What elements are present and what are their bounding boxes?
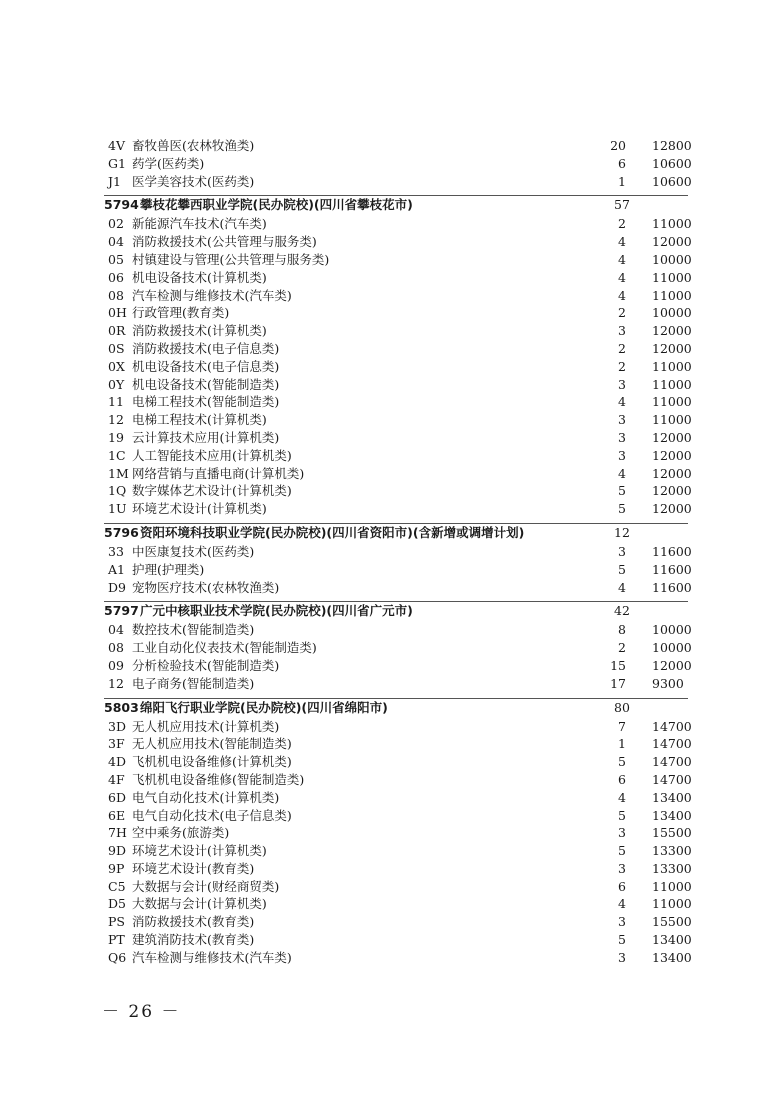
major-fee: 11000 bbox=[652, 896, 692, 912]
major-row bbox=[0, 173, 777, 191]
major-row bbox=[0, 561, 777, 579]
major-row bbox=[0, 824, 777, 842]
major-count: 2 bbox=[618, 305, 626, 321]
major-row bbox=[0, 675, 777, 693]
major-fee: 13400 bbox=[652, 807, 692, 823]
major-code: 08 bbox=[108, 640, 124, 656]
major-code: 4F bbox=[108, 771, 125, 787]
major-count: 4 bbox=[618, 251, 626, 267]
major-name: 无人机应用技术(计算机类) bbox=[132, 718, 280, 734]
major-row bbox=[0, 465, 777, 483]
school-name: 绵阳飞行职业学院(民办院校)(四川省绵阳市) bbox=[140, 699, 388, 715]
major-code: 0H bbox=[108, 305, 127, 321]
major-fee: 10000 bbox=[652, 622, 692, 638]
major-name: 畜牧兽医(农林牧渔类) bbox=[132, 138, 255, 153]
major-fee: 14700 bbox=[652, 771, 692, 787]
school-code: 5796 bbox=[104, 524, 139, 540]
school-code: 5797 bbox=[104, 603, 139, 619]
major-count: 2 bbox=[618, 216, 626, 232]
major-code: 09 bbox=[108, 657, 124, 673]
major-count: 7 bbox=[618, 718, 626, 734]
major-row bbox=[0, 895, 777, 913]
major-fee: 12000 bbox=[652, 501, 692, 517]
major-fee: 10600 bbox=[652, 155, 692, 171]
major-count: 17 bbox=[610, 675, 626, 691]
major-name: 药学(医药类) bbox=[132, 155, 205, 171]
enrollment-table bbox=[0, 137, 777, 967]
major-name: 空中乘务(旅游类) bbox=[132, 825, 230, 841]
major-count: 4 bbox=[618, 579, 626, 595]
major-row bbox=[0, 215, 777, 233]
major-row bbox=[0, 753, 777, 771]
major-name: 无人机应用技术(智能制造类) bbox=[132, 736, 292, 752]
major-fee: 12000 bbox=[652, 447, 692, 463]
major-name: 云计算技术应用(计算机类) bbox=[132, 429, 280, 445]
major-code: J1 bbox=[108, 173, 121, 189]
major-code: 04 bbox=[108, 622, 124, 638]
major-code: 12 bbox=[108, 412, 124, 428]
major-count: 8 bbox=[618, 622, 626, 638]
major-name: 数字媒体艺术设计(计算机类) bbox=[132, 483, 292, 499]
major-fee: 15500 bbox=[652, 914, 692, 930]
major-count: 4 bbox=[618, 234, 626, 250]
major-count: 3 bbox=[618, 412, 626, 428]
major-row bbox=[0, 500, 777, 518]
major-fee: 14700 bbox=[652, 754, 692, 770]
major-row bbox=[0, 251, 777, 269]
major-row bbox=[0, 287, 777, 305]
major-count: 5 bbox=[618, 754, 626, 770]
major-fee: 10600 bbox=[652, 173, 692, 189]
major-fee: 13400 bbox=[652, 789, 692, 805]
major-row bbox=[0, 322, 777, 340]
major-fee: 11000 bbox=[652, 287, 692, 303]
major-code: 6D bbox=[108, 789, 126, 805]
major-name: 消防救援技术(电子信息类) bbox=[132, 340, 280, 356]
major-name: 电梯工程技术(计算机类) bbox=[132, 412, 267, 428]
major-row bbox=[0, 860, 777, 878]
major-fee: 12000 bbox=[652, 465, 692, 481]
major-count: 3 bbox=[618, 447, 626, 463]
major-row bbox=[0, 639, 777, 657]
school-code: 5803 bbox=[104, 699, 139, 715]
major-code: A1 bbox=[108, 561, 125, 577]
major-code: 12 bbox=[108, 675, 124, 691]
major-fee: 14700 bbox=[652, 736, 692, 752]
major-code: 05 bbox=[108, 251, 124, 267]
major-fee: 12000 bbox=[652, 323, 692, 339]
major-code: D9 bbox=[108, 579, 126, 595]
major-row bbox=[0, 543, 777, 561]
major-count: 5 bbox=[618, 807, 626, 823]
major-code: 0S bbox=[108, 340, 125, 356]
major-name: 环境艺术设计(教育类) bbox=[132, 860, 255, 876]
major-count: 4 bbox=[618, 465, 626, 481]
major-name: 中医康复技术(医药类) bbox=[132, 543, 255, 559]
major-fee: 10000 bbox=[652, 305, 692, 321]
major-row bbox=[0, 269, 777, 287]
major-name: 环境艺术设计(计算机类) bbox=[132, 501, 267, 517]
major-code: PS bbox=[108, 914, 125, 930]
major-code: 4D bbox=[108, 754, 126, 770]
major-row bbox=[0, 340, 777, 358]
major-count: 20 bbox=[610, 138, 626, 153]
major-code: 0R bbox=[108, 323, 126, 339]
major-row bbox=[0, 771, 777, 789]
major-name: 护理(护理类) bbox=[132, 561, 205, 577]
major-count: 4 bbox=[618, 287, 626, 303]
major-count: 3 bbox=[618, 860, 626, 876]
major-fee: 9300 bbox=[652, 675, 684, 691]
major-fee: 12000 bbox=[652, 234, 692, 250]
major-name: 电气自动化技术(电子信息类) bbox=[132, 807, 292, 823]
major-name: 消防救援技术(计算机类) bbox=[132, 323, 267, 339]
major-fee: 11600 bbox=[652, 543, 692, 559]
major-count: 5 bbox=[618, 561, 626, 577]
major-fee: 11600 bbox=[652, 579, 692, 595]
major-row bbox=[0, 137, 777, 155]
major-fee: 13400 bbox=[652, 932, 692, 948]
major-row bbox=[0, 376, 777, 394]
major-count: 3 bbox=[618, 914, 626, 930]
major-code: 0X bbox=[108, 358, 125, 374]
school-total: 57 bbox=[614, 197, 630, 213]
major-row bbox=[0, 949, 777, 967]
major-count: 4 bbox=[618, 789, 626, 805]
major-code: 04 bbox=[108, 234, 124, 250]
school-section bbox=[0, 523, 777, 596]
major-code: 06 bbox=[108, 269, 124, 285]
major-name: 大数据与会计(财经商贸类) bbox=[132, 878, 280, 894]
major-fee: 15500 bbox=[652, 825, 692, 841]
major-count: 2 bbox=[618, 340, 626, 356]
major-code: 9P bbox=[108, 860, 125, 876]
school-name: 广元中核职业技术学院(民办院校)(四川省广元市) bbox=[140, 603, 413, 619]
major-count: 1 bbox=[618, 173, 626, 189]
major-name: 医学美容技术(医药类) bbox=[132, 173, 255, 189]
major-fee: 12000 bbox=[652, 429, 692, 445]
major-code: 3D bbox=[108, 718, 126, 734]
major-code: Q6 bbox=[108, 949, 127, 965]
major-fee: 11000 bbox=[652, 412, 692, 428]
major-code: 4V bbox=[108, 138, 125, 153]
major-row bbox=[0, 233, 777, 251]
major-name: 新能源汽车技术(汽车类) bbox=[132, 216, 267, 232]
major-code: C5 bbox=[108, 878, 126, 894]
major-code: PT bbox=[108, 932, 125, 948]
major-name: 机电设备技术(电子信息类) bbox=[132, 358, 280, 374]
major-code: 11 bbox=[108, 394, 124, 410]
major-count: 5 bbox=[618, 932, 626, 948]
major-row bbox=[0, 878, 777, 896]
major-row bbox=[0, 735, 777, 753]
major-fee: 13300 bbox=[652, 843, 692, 859]
major-code: 9D bbox=[108, 843, 126, 859]
major-name: 消防救援技术(教育类) bbox=[132, 914, 255, 930]
major-name: 汽车检测与维修技术(汽车类) bbox=[132, 949, 292, 965]
major-name: 电子商务(智能制造类) bbox=[132, 675, 255, 691]
major-name: 数控技术(智能制造类) bbox=[132, 622, 255, 638]
major-row bbox=[0, 621, 777, 639]
major-row bbox=[0, 718, 777, 736]
major-fee: 13300 bbox=[652, 860, 692, 876]
major-code: 1C bbox=[108, 447, 126, 463]
major-name: 网络营销与直播电商(计算机类) bbox=[132, 465, 305, 481]
major-code: 1M bbox=[108, 465, 129, 481]
major-name: 飞机机电设备维修(智能制造类) bbox=[132, 771, 305, 787]
major-code: D5 bbox=[108, 896, 126, 912]
major-fee: 13400 bbox=[652, 949, 692, 965]
major-count: 4 bbox=[618, 394, 626, 410]
major-name: 环境艺术设计(计算机类) bbox=[132, 843, 267, 859]
major-code: 33 bbox=[108, 543, 124, 559]
school-header bbox=[0, 698, 777, 718]
major-count: 15 bbox=[610, 657, 626, 673]
major-code: 7H bbox=[108, 825, 127, 841]
major-fee: 11000 bbox=[652, 216, 692, 232]
major-name: 大数据与会计(计算机类) bbox=[132, 896, 267, 912]
major-code: 1U bbox=[108, 501, 127, 517]
major-fee: 12000 bbox=[652, 483, 692, 499]
major-name: 村镇建设与管理(公共管理与服务类) bbox=[132, 251, 330, 267]
major-name: 宠物医疗技术(农林牧渔类) bbox=[132, 579, 280, 595]
school-header bbox=[0, 523, 777, 543]
major-count: 6 bbox=[618, 771, 626, 787]
major-row bbox=[0, 913, 777, 931]
major-row bbox=[0, 358, 777, 376]
major-fee: 11000 bbox=[652, 878, 692, 894]
major-name: 分析检验技术(智能制造类) bbox=[132, 657, 280, 673]
major-count: 1 bbox=[618, 736, 626, 752]
major-fee: 11000 bbox=[652, 269, 692, 285]
major-fee: 11600 bbox=[652, 561, 692, 577]
school-total: 12 bbox=[614, 524, 630, 540]
major-name: 飞机机电设备维修(计算机类) bbox=[132, 754, 292, 770]
major-row bbox=[0, 393, 777, 411]
major-count: 6 bbox=[618, 878, 626, 894]
major-row bbox=[0, 304, 777, 322]
major-code: 3F bbox=[108, 736, 125, 752]
major-fee: 12800 bbox=[652, 138, 692, 153]
major-count: 2 bbox=[618, 358, 626, 374]
major-name: 消防救援技术(公共管理与服务类) bbox=[132, 234, 317, 250]
major-row bbox=[0, 411, 777, 429]
major-code: 19 bbox=[108, 429, 124, 445]
major-fee: 10000 bbox=[652, 640, 692, 656]
major-fee: 12000 bbox=[652, 657, 692, 673]
major-name: 行政管理(教育类) bbox=[132, 305, 230, 321]
school-total: 42 bbox=[614, 603, 630, 619]
major-count: 6 bbox=[618, 155, 626, 171]
major-row bbox=[0, 842, 777, 860]
school-total: 80 bbox=[614, 699, 630, 715]
school-name: 资阳环境科技职业学院(民办院校)(四川省资阳市)(含新增或调增计划) bbox=[140, 524, 525, 540]
major-row bbox=[0, 579, 777, 597]
school-header bbox=[0, 601, 777, 621]
school-header bbox=[0, 195, 777, 215]
major-row bbox=[0, 482, 777, 500]
major-row bbox=[0, 155, 777, 173]
school-section bbox=[0, 601, 777, 692]
major-count: 5 bbox=[618, 483, 626, 499]
major-count: 3 bbox=[618, 323, 626, 339]
school-section bbox=[0, 195, 777, 518]
major-name: 建筑消防技术(教育类) bbox=[132, 932, 255, 948]
major-code: 1Q bbox=[108, 483, 127, 499]
major-count: 5 bbox=[618, 843, 626, 859]
school-code: 5794 bbox=[104, 197, 139, 213]
major-count: 3 bbox=[618, 429, 626, 445]
major-code: 02 bbox=[108, 216, 124, 232]
major-row bbox=[0, 429, 777, 447]
major-fee: 10000 bbox=[652, 251, 692, 267]
major-count: 3 bbox=[618, 543, 626, 559]
major-code: G1 bbox=[108, 155, 126, 171]
page-number: － 26 － bbox=[102, 1002, 181, 1022]
major-fee: 11000 bbox=[652, 358, 692, 374]
major-code: 6E bbox=[108, 807, 126, 823]
major-row bbox=[0, 447, 777, 465]
major-name: 电气自动化技术(计算机类) bbox=[132, 789, 280, 805]
major-fee: 12000 bbox=[652, 340, 692, 356]
major-name: 人工智能技术应用(计算机类) bbox=[132, 447, 292, 463]
major-fee: 11000 bbox=[652, 376, 692, 392]
major-count: 3 bbox=[618, 825, 626, 841]
major-name: 机电设备技术(智能制造类) bbox=[132, 376, 280, 392]
major-name: 机电设备技术(计算机类) bbox=[132, 269, 267, 285]
major-count: 3 bbox=[618, 376, 626, 392]
major-code: 08 bbox=[108, 287, 124, 303]
major-count: 3 bbox=[618, 949, 626, 965]
major-count: 4 bbox=[618, 896, 626, 912]
major-name: 工业自动化仪表技术(智能制造类) bbox=[132, 640, 317, 656]
school-section bbox=[0, 698, 777, 967]
major-count: 4 bbox=[618, 269, 626, 285]
major-row bbox=[0, 931, 777, 949]
major-row bbox=[0, 657, 777, 675]
major-fee: 14700 bbox=[652, 718, 692, 734]
major-count: 5 bbox=[618, 501, 626, 517]
major-name: 电梯工程技术(智能制造类) bbox=[132, 394, 280, 410]
major-fee: 11000 bbox=[652, 394, 692, 410]
major-name: 汽车检测与维修技术(汽车类) bbox=[132, 287, 292, 303]
major-row bbox=[0, 807, 777, 825]
major-code: 0Y bbox=[108, 376, 125, 392]
school-name: 攀枝花攀西职业学院(民办院校)(四川省攀枝花市) bbox=[140, 197, 413, 213]
major-row bbox=[0, 789, 777, 807]
major-count: 2 bbox=[618, 640, 626, 656]
